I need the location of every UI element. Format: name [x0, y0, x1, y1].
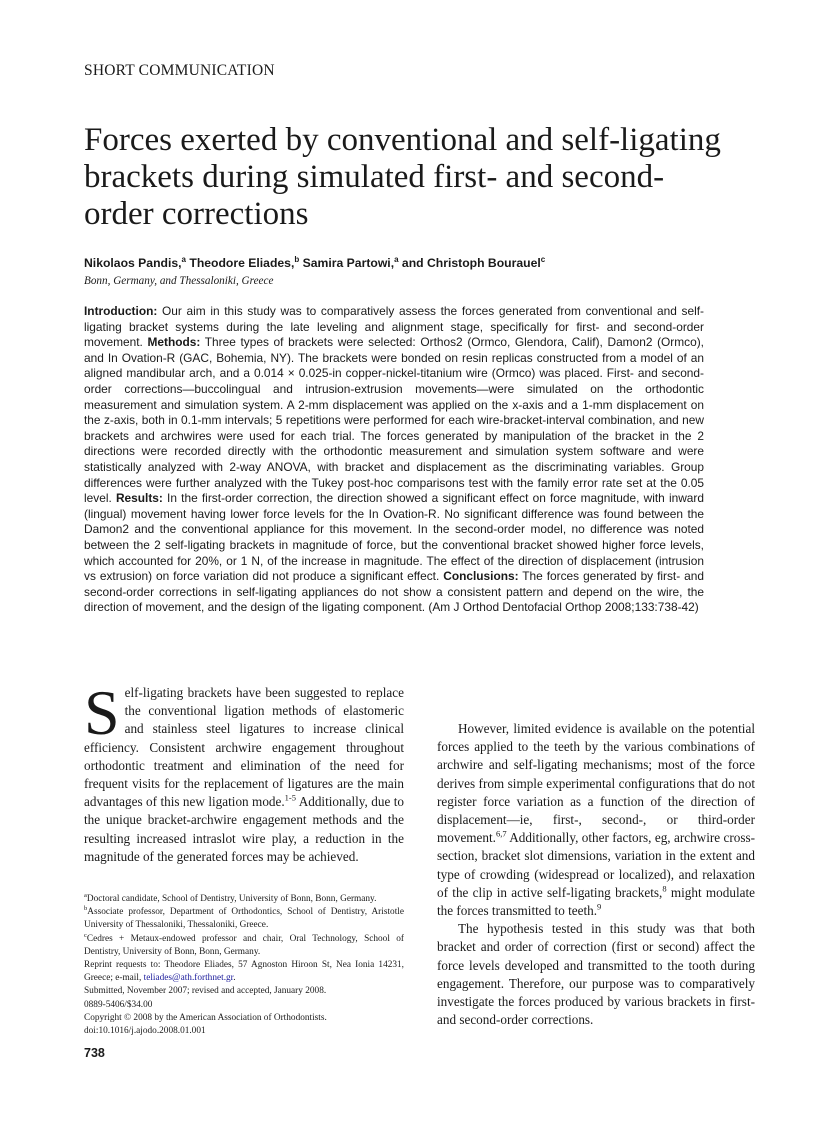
author-affiliation-marker: a [181, 255, 186, 264]
reprint-end: . [233, 973, 236, 984]
footnote-text: Cedres + Metaux-endowed professor and chair, Oral Technology, School of Dentistry, University of Bonn, Bonn, Germany. [84, 933, 404, 957]
author-name: Nikolaos Pandis, [84, 256, 182, 271]
footnote [84, 893, 404, 906]
submission-dates: Submitted, November 2007; revised and accepted, January 2008. [84, 986, 327, 997]
author-affiliation-marker: c [540, 255, 546, 264]
email-link[interactable]: teliades@ath.forthnet.gr [143, 973, 234, 984]
body-text: Additionally, due to the unique bracket-archwire engagement methods and the resulting increased intraslot wire play, a reduction in the magnitude of the generated forces may be achieved. [84, 794, 404, 864]
abstract-conclusions-label: Conclusions: [443, 569, 519, 584]
author-list [84, 255, 545, 270]
footnote-marker: c [84, 931, 87, 939]
body-text: might modulate the forces transmitted to teeth. [437, 884, 755, 919]
issn: 0889-5406/$34.00 [84, 999, 153, 1010]
citation-marker: 9 [597, 901, 602, 912]
body-text: However, limited evidence is available on the potential forces applied to the teeth by the various combinations of archwire and self-ligating mechanisms; most of the force derives from simple experimental configurations that do not register force variation as a function of the direction of displacement—ie, first-, second-, or third-order movement. [437, 721, 755, 846]
abstract [84, 304, 704, 616]
body-paragraph [84, 677, 404, 866]
affiliation-line: Bonn, Germany, and Thessaloniki, Greece [84, 275, 274, 287]
author-affiliation-marker: a [394, 255, 399, 264]
page-number: 738 [84, 1046, 105, 1060]
reprint-requests [84, 959, 404, 985]
footnote [84, 906, 404, 932]
body-paragraph: The hypothesis tested in this study was that both bracket and order of correction (first or second) affect the force levels developed and transmitted to the tooth during engagement. Therefore, our purpose was to comparatively investigate the forces produced by various brackets in first- and second-order corrections. [437, 921, 755, 1028]
body-column-right [437, 684, 755, 1029]
citation-marker: 8 [662, 883, 667, 894]
footnote-text: Doctoral candidate, School of Dentistry, University of Bonn, Bonn, Germany. [86, 894, 377, 904]
author-name: Theodore Eliades, [189, 256, 295, 271]
footnotes [84, 893, 404, 1038]
abstract-intro-label: Introduction: [84, 304, 158, 318]
citation-marker: 1-5 [284, 792, 297, 803]
abstract-methods-label: Methods: [147, 335, 201, 350]
drop-cap: S [84, 677, 120, 748]
abstract-conclusions-text: The forces generated by first- and second-order corrections in self-ligating appliances do not show a consistent pattern and depend on the wire, the direction of movement, and the design of the ligating component. (Am J Orthod Dentofacial Orthop 2008;133:738-42) [84, 569, 704, 615]
section-label: SHORT COMMUNICATION [84, 62, 275, 79]
abstract-results-label: Results: [115, 491, 163, 506]
body-paragraph [437, 720, 755, 920]
author-name: Christoph Bourauel [427, 256, 541, 271]
article-title: Forces exerted by conventional and self-ligating brackets during simulated first- and second-order corrections [84, 122, 721, 232]
body-text: Additionally, other factors, eg, archwire cross-section, bracket slot dimensions, variation in the extent and type of crowding (widespread or localized), and relaxation of the clip in active self-ligating brackets, [437, 830, 755, 900]
footnote-marker: b [84, 905, 88, 913]
abstract-intro-text: Our aim in this study was to comparatively assess the forces generated from conventional and self-ligating bracket systems during the late leveling and alignment stage, specifically for first- and second-order movement. [84, 304, 704, 350]
doi: doi:10.1016/j.ajodo.2008.01.001 [84, 1026, 206, 1037]
reprint-text: Reprint requests to: Theodore Eliades, 57 Agnoston Hiroon St, Nea Ionia 14231, Greece; e-mail, [84, 960, 404, 984]
abstract-results-text: In the first-order correction, the direction showed a significant effect on force magnitude, with inward (lingual) movement having lower force levels for the In Ovation-R. No significant difference was found between the Damon2 and the conventional appliance for this movement. In the second-order model, no difference was noted between the 2 self-ligating brackets in magnitude of force, but the conventional bracket showed higher force levels, which accounted for 20%, or 1 N, of the increase in magnitude. The effect of the direction of displacement (intrusion vs extrusion) on force variation did not produce a significant effect. [84, 491, 704, 584]
footnote-marker: a [84, 891, 87, 899]
body-text: elf-ligating brackets have been suggested to replace the conventional ligation methods of elastomeric and stainless steel ligatures to increase clinical efficiency. Consistent archwire engagement throughout orthodontic treatment and elimination of the need for frequent visits for the replacement of ligatures are the main advantages of this new ligation mode. [84, 685, 404, 810]
author-affiliation-marker: b [294, 255, 300, 264]
abstract-methods-text: Three types of brackets were selected: Orthos2 (Ormco, Glendora, Calif), Damon2 (Ormco), and In Ovation-R (GAC, Bohemia, NY). The brackets were bonded on resin replicas constructed from a model of an aligned mandibular arch, and a 0.014 × 0.025-in copper-nickel-titanium wire (Ormco) was placed. First- and second-order corrections—buccolingual and intrusion-extrusion movements—were simulated on the orthodontic measurement and simulation system. A 2-mm displacement was applied on the x-axis and a 1-mm displacement on the z-axis, both in 0.1-mm intervals; 5 repetitions were performed for each wire-bracket-interval combination, and new brackets and archwires were used for each trial. The forces generated by manipulation of the bracket in the 2 directions were recorded directly with the orthodontic measurement and simulation system software and were statistically analyzed with 2-way ANOVA, with bracket and displacement as the discriminating variables. Group differences were further analyzed with the Tukey post-hoc comparisons test with the family error rate set at the 0.05 level. [84, 335, 704, 506]
copyright: Copyright © 2008 by the American Association of Orthodontists. [84, 1012, 327, 1023]
footnote-text: Associate professor, Department of Orthodontics, School of Dentistry, Aristotle University of Thessaloniki, Thessaloniki, Greece. [84, 907, 404, 931]
citation-marker: 6,7 [495, 828, 507, 839]
author-name: Samira Partowi, [302, 256, 395, 271]
footnote [84, 933, 404, 959]
body-column-left [84, 677, 404, 866]
author-separator: and [398, 256, 427, 271]
